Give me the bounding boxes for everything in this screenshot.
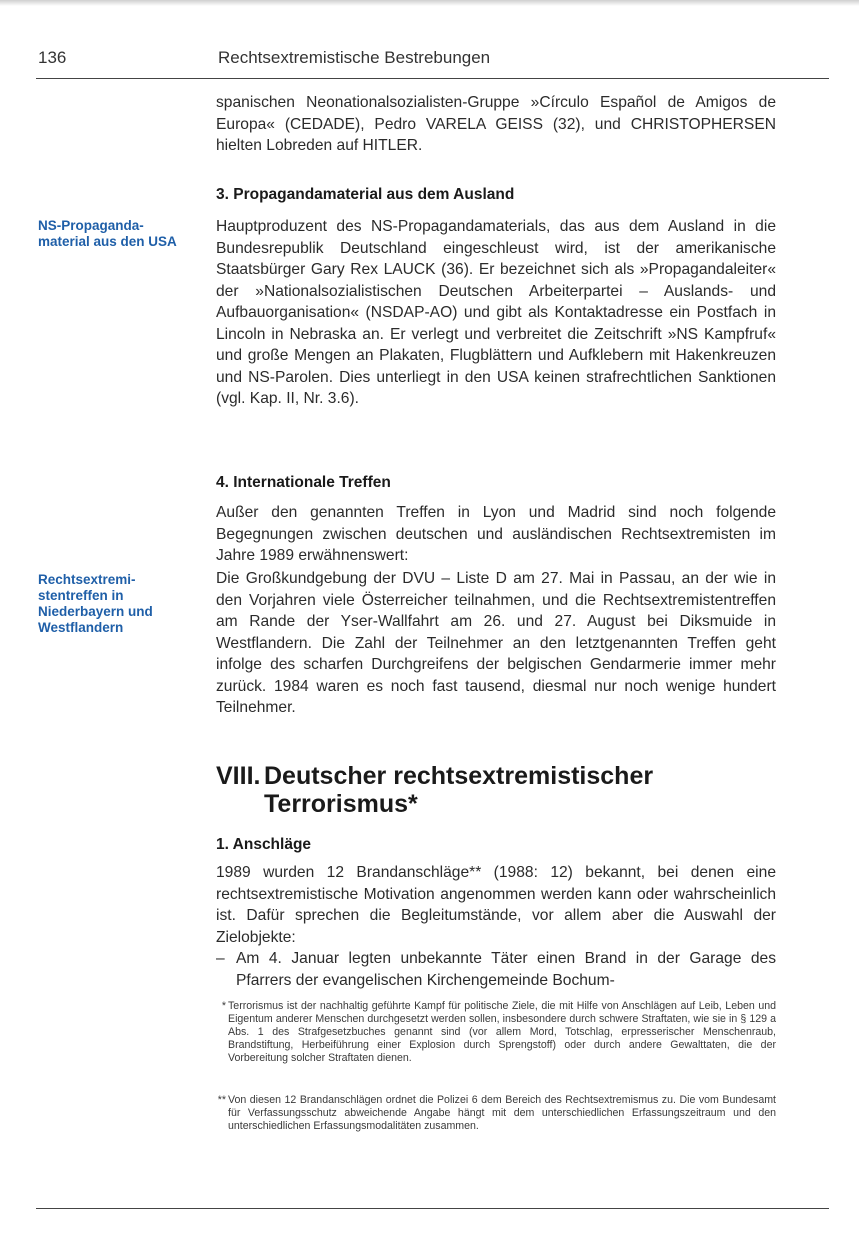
subsection-1-heading: 1. Anschläge [216, 836, 312, 853]
section-4-text-1: Außer den genannten Treffen in Lyon und Madrid sind noch folgende Begegnungen zwischen deutschen und ausländischen Rechtsextremisten im Jahre 1989 erwähnenswert: [216, 504, 776, 564]
section-3-heading: 3. Propagandamaterial aus dem Ausland [216, 186, 515, 203]
section-3-paragraph [216, 216, 776, 410]
chapter-title-line-2: Terrorismus* [264, 790, 418, 818]
intro-text: spanischen Neonationalsozialisten-Gruppe »Círculo Español de Amigos de Europa« (CEDADE), Pedro VARELA GEISS (32), und CHRISTOPHERSEN hielten Lobreden auf HITLER. [216, 94, 776, 154]
chapter-8-text: 1989 wurden 12 Brandanschläge** (1988: 12) bekannt, bei denen eine rechtsextremistische Motivation angenommen werden kann oder wahrscheinlich ist. Dafür sprechen die Begleitumstände, vor allem aber die Auswahl der Zielobjekte: [216, 864, 776, 946]
section-4-heading: 4. Internationale Treffen [216, 474, 391, 491]
section-4-paragraph-1 [216, 502, 776, 567]
section-4-paragraph-2 [216, 568, 776, 719]
list-dash: – [216, 950, 225, 967]
chapter-title-line-1: Deutscher rechtsextremistischer [264, 762, 654, 790]
list-item [216, 948, 776, 991]
section-3-text: Hauptproduzent des NS-Propagandamaterials, das aus dem Ausland in die Bundesrepublik Deutschland eingeschleust wird, ist der amerikanische Staatsbürger Gary Rex LAUCK (36). Er bezeichnet sich als »Propagandaleiter« der »Nationalsozialistischen Deutschen Arbeiterpartei – Auslands- und Aufbauorganisation« (NSDAP-AO) und gibt als Kontaktadresse ein Postfach in Lincoln in Nebraska an. Er verlegt und verbreitet die Zeitschrift »NS Kampfruf« und große Mengen an Plakaten, Flugblättern und Aufklebern mit Hakenkreuzen und NS-Parolen. Dies unterliegt in den USA keinen strafrechtlichen Sanktionen (vgl. Kap. II, Nr. 3.6). [216, 218, 776, 407]
footnote-1 [221, 1000, 776, 1065]
chapter-8-heading [216, 762, 776, 818]
intro-paragraph [216, 92, 776, 157]
margin-note-treffen: Rechtsextremi-stentreffen in Niederbayern und Westflandern [38, 572, 153, 635]
page-top-edge [0, 0, 859, 6]
margin-note-ns-propaganda: NS-Propaganda-material aus den USA [38, 218, 177, 249]
section-4-text-2: Die Großkundgebung der DVU – Liste D am 27. Mai in Passau, an der wie in den Vorjahren viele Österreicher teilnahmen, und die Rechtsextremistentreffen am Rande der Yser-Wallfahrt am 26. und 27. August bei Diksmuide in Westflandern. Die Zahl der Teilnehmer an den letztgenannten Treffen geht infolge des scharfen Durchgreifens der belgischen Gendarmerie immer mehr zurück. 1984 waren es noch fast tausend, diesmal nur noch wenige hundert Teilnehmer. [216, 570, 776, 716]
header-rule [36, 78, 829, 79]
chapter-number: VIII. [216, 762, 261, 790]
footnote-2 [217, 1094, 776, 1133]
list-item-text: Am 4. Januar legten unbekannte Täter einen Brand in der Garage des Pfarrers der evangelischen Kirchengemeinde Bochum- [236, 950, 776, 989]
footnote-2-text: Von diesen 12 Brandanschlägen ordnet die Polizei 6 dem Bereich des Rechtsextremismus zu. Die vom Bundesamt für Verfassungsschutz abweichende Angabe hängt mit dem unterschiedlichen Erfassungszeitraum und den unterschiedlichen Erfassungsmodalitäten zusammen. [228, 1094, 776, 1132]
page-number: 136 [38, 48, 67, 67]
footnote-1-mark: * [221, 1000, 226, 1012]
footnote-2-mark: ** [217, 1094, 226, 1106]
running-title: Rechtsextremistische Bestrebungen [218, 48, 491, 67]
footnote-1-text: Terrorismus ist der nachhaltig geführte Kampf für politische Ziele, die mit Hilfe von Anschlägen auf Leib, Leben und Eigentum anderer Menschen durchgesetzt werden sollen, insbesondere durch schwere Straftaten, wie sie in § 129 a Abs. 1 des Strafgesetzbuches genannt sind (vor allem Mord, Totschlag, erpresserischer Menschenraub, Brandstiftung, Herbeiführung einer Explosion durch Sprengstoff) oder durch andere Gewalttaten, die der Vorbereitung solcher Straftaten dienen. [228, 1000, 776, 1064]
chapter-8-paragraph [216, 862, 776, 948]
footer-rule [36, 1208, 829, 1209]
